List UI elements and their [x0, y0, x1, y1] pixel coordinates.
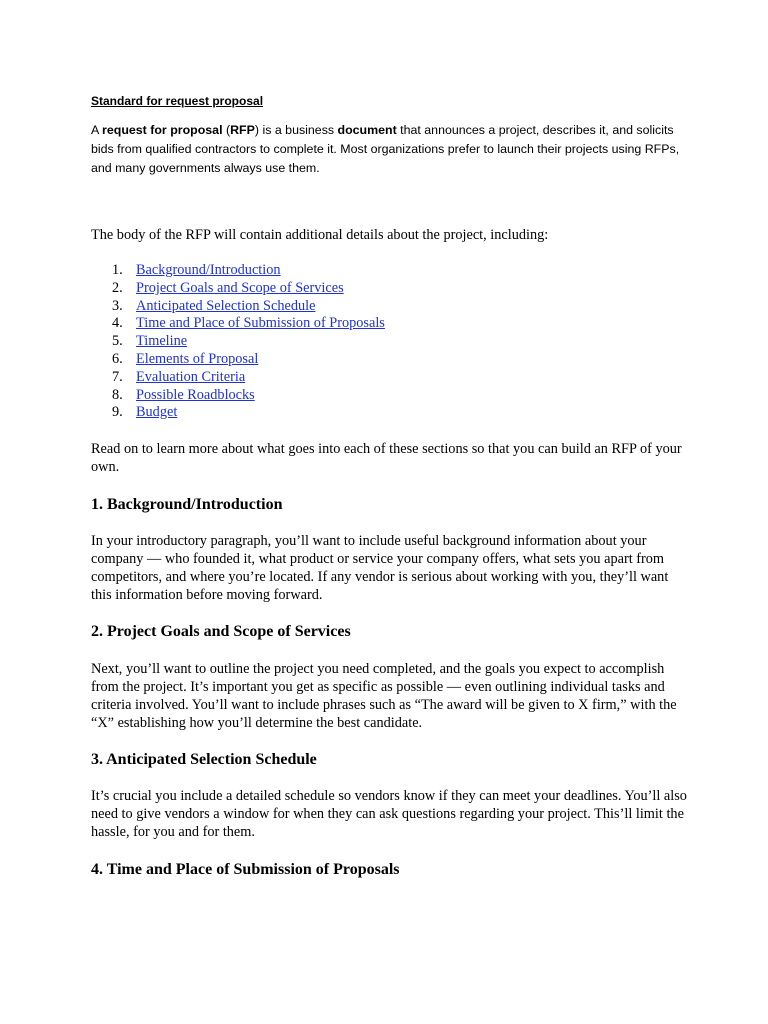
toc-link-submission[interactable]: Time and Place of Submission of Proposals: [136, 315, 385, 332]
document-title: Standard for request proposal: [91, 94, 264, 108]
section-heading-background: 1. Background/Introduction: [91, 496, 283, 513]
toc-link-background[interactable]: Background/Introduction: [136, 262, 281, 278]
section-body-selection-schedule: It’s crucial you include a detailed schedule so vendors know if they can meet your deadlines. You’ll also need to give vendors a window for when they can ask questions regarding your project. This’ll limit the hassle, for you and for them.: [91, 788, 687, 840]
intro-bold-term: request for proposal: [102, 123, 223, 137]
list-number: 8.: [112, 386, 123, 403]
intro-text: A: [91, 123, 103, 137]
intro-text: ) is a business: [254, 123, 338, 137]
toc-link-timeline[interactable]: Timeline: [136, 333, 188, 350]
list-number: 9.: [112, 404, 123, 421]
intro-paragraph: [91, 121, 691, 178]
section-body-project-goals: Next, you’ll want to outline the project you need completed, and the goals you expect to accomplish from the project. It’s important you get as specific as possible — even outlining individual tasks and criteria involved. You’ll want to include phrases such as “The award will be given to X firm,” with the “X” establishing how you’ll determine the best candidate.: [91, 661, 677, 731]
section-heading-project-goals: 2. Project Goals and Scope of Services: [91, 623, 351, 640]
toc-link-elements[interactable]: Elements of Proposal: [136, 350, 259, 367]
section-body-background: In your introductory paragraph, you’ll want to include useful background information about your company — who founded it, what product or service your company offers, what sets you apart from competitors, and where you’re located. If any vendor is serious about working with you, they’ll want this information before moving forward.: [91, 533, 669, 603]
toc-link-budget[interactable]: Budget: [136, 404, 178, 421]
body-lead-text: The body of the RFP will contain additional details about the project, including:: [91, 227, 549, 243]
intro-text: (: [222, 123, 231, 137]
list-number: 5.: [112, 333, 123, 350]
toc-link-roadblocks[interactable]: Possible Roadblocks: [136, 386, 255, 403]
intro-bold-document: document: [337, 123, 397, 137]
toc-link-project-goals[interactable]: Project Goals and Scope of Services: [136, 279, 344, 296]
intro-text: that announces a project, describes it, and solicits bids from qualified contractors to complete it. Most organizations prefer to launch their projects using RFPs, and many governments always use them.: [91, 123, 680, 175]
intro-bold-acronym: RFP: [230, 123, 255, 137]
list-number: 1.: [112, 262, 123, 278]
list-number: 7.: [112, 368, 123, 385]
section-heading-submission: 4. Time and Place of Submission of Proposals: [91, 861, 400, 878]
list-number: 4.: [112, 315, 123, 332]
list-number: 6.: [112, 350, 123, 367]
toc-link-evaluation[interactable]: Evaluation Criteria: [136, 368, 246, 385]
list-number: 3.: [112, 297, 123, 314]
section-heading-selection-schedule: 3. Anticipated Selection Schedule: [91, 751, 317, 768]
toc-link-selection-schedule[interactable]: Anticipated Selection Schedule: [136, 297, 316, 314]
read-on-paragraph: Read on to learn more about what goes into each of these sections so that you can build an RFP of your own.: [91, 441, 682, 475]
list-number: 2.: [112, 279, 123, 296]
